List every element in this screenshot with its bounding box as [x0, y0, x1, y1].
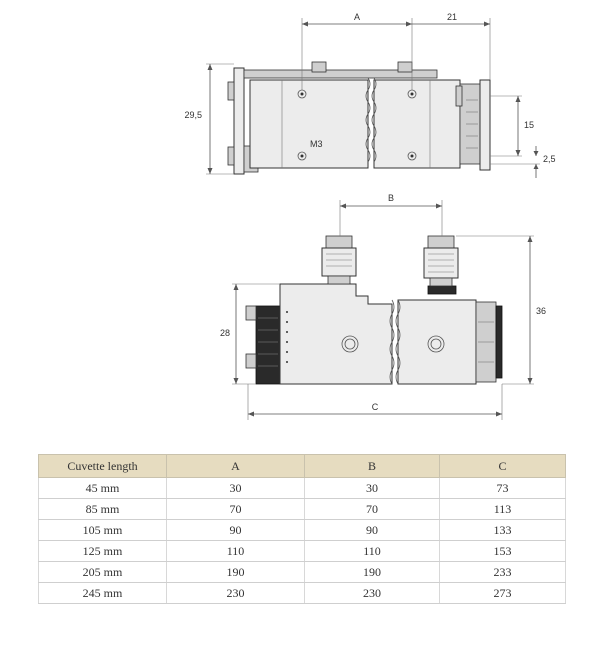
- side-left-tab-upper: [246, 306, 256, 320]
- cell-a: 190: [167, 562, 305, 583]
- header-b: B: [305, 455, 440, 478]
- top-left-flange: [234, 68, 244, 174]
- table-header-row: [39, 455, 566, 478]
- top-dim-29-5: 29,5: [184, 110, 202, 120]
- table-row: [39, 499, 566, 520]
- table-row: [39, 520, 566, 541]
- cell-c: 153: [440, 541, 566, 562]
- side-fitting-left: [322, 236, 356, 284]
- cell-c: 233: [440, 562, 566, 583]
- cell-c: 113: [440, 499, 566, 520]
- top-right-tab: [456, 86, 462, 106]
- header-cuvette-length: Cuvette length: [39, 455, 167, 478]
- cell-a: 30: [167, 478, 305, 499]
- side-dim-b: B: [387, 193, 395, 203]
- top-clip-left: [312, 62, 326, 72]
- cell-length: 245 mm: [39, 583, 167, 604]
- top-dim-a: A: [353, 12, 361, 22]
- top-dim-2-5: 2,5: [543, 154, 556, 164]
- top-dim-15: 15: [524, 120, 535, 130]
- top-left-tab-upper: [228, 82, 234, 100]
- top-left-tab-lower: [228, 147, 234, 165]
- top-clip-right: [398, 62, 412, 72]
- top-right-flange: [480, 80, 490, 170]
- header-a: A: [167, 455, 305, 478]
- side-dim-28: 28: [219, 328, 230, 338]
- cell-length: 125 mm: [39, 541, 167, 562]
- cell-b: 110: [305, 541, 440, 562]
- cell-length: 45 mm: [39, 478, 167, 499]
- top-body-left: [250, 80, 368, 168]
- cell-a: 70: [167, 499, 305, 520]
- top-view: [184, 12, 555, 178]
- header-c: C: [440, 455, 566, 478]
- cell-a: 230: [167, 583, 305, 604]
- cell-length: 105 mm: [39, 520, 167, 541]
- side-body-right: [398, 300, 476, 384]
- dimension-table: [38, 454, 566, 604]
- cell-b: 90: [305, 520, 440, 541]
- side-right-plate: [496, 306, 502, 378]
- side-body-left: [280, 284, 392, 384]
- side-left-tab-lower: [246, 354, 256, 368]
- cell-b: 190: [305, 562, 440, 583]
- cell-a: 110: [167, 541, 305, 562]
- table-row: [39, 541, 566, 562]
- side-fitting-right: [424, 236, 458, 294]
- cell-b: 230: [305, 583, 440, 604]
- side-view: [220, 193, 546, 420]
- cell-b: 70: [305, 499, 440, 520]
- cell-c: 73: [440, 478, 566, 499]
- cell-c: 273: [440, 583, 566, 604]
- side-dim-36: 36: [536, 306, 547, 316]
- table-row: [39, 583, 566, 604]
- top-dim-21: 21: [446, 12, 458, 22]
- top-thread-label: M3: [310, 139, 323, 149]
- table-row: [39, 478, 566, 499]
- top-body-right: [374, 80, 460, 168]
- cell-c: 133: [440, 520, 566, 541]
- side-dim-c: C: [371, 402, 379, 412]
- cell-b: 30: [305, 478, 440, 499]
- table-row: [39, 562, 566, 583]
- cell-length: 205 mm: [39, 562, 167, 583]
- cell-length: 85 mm: [39, 499, 167, 520]
- cell-a: 90: [167, 520, 305, 541]
